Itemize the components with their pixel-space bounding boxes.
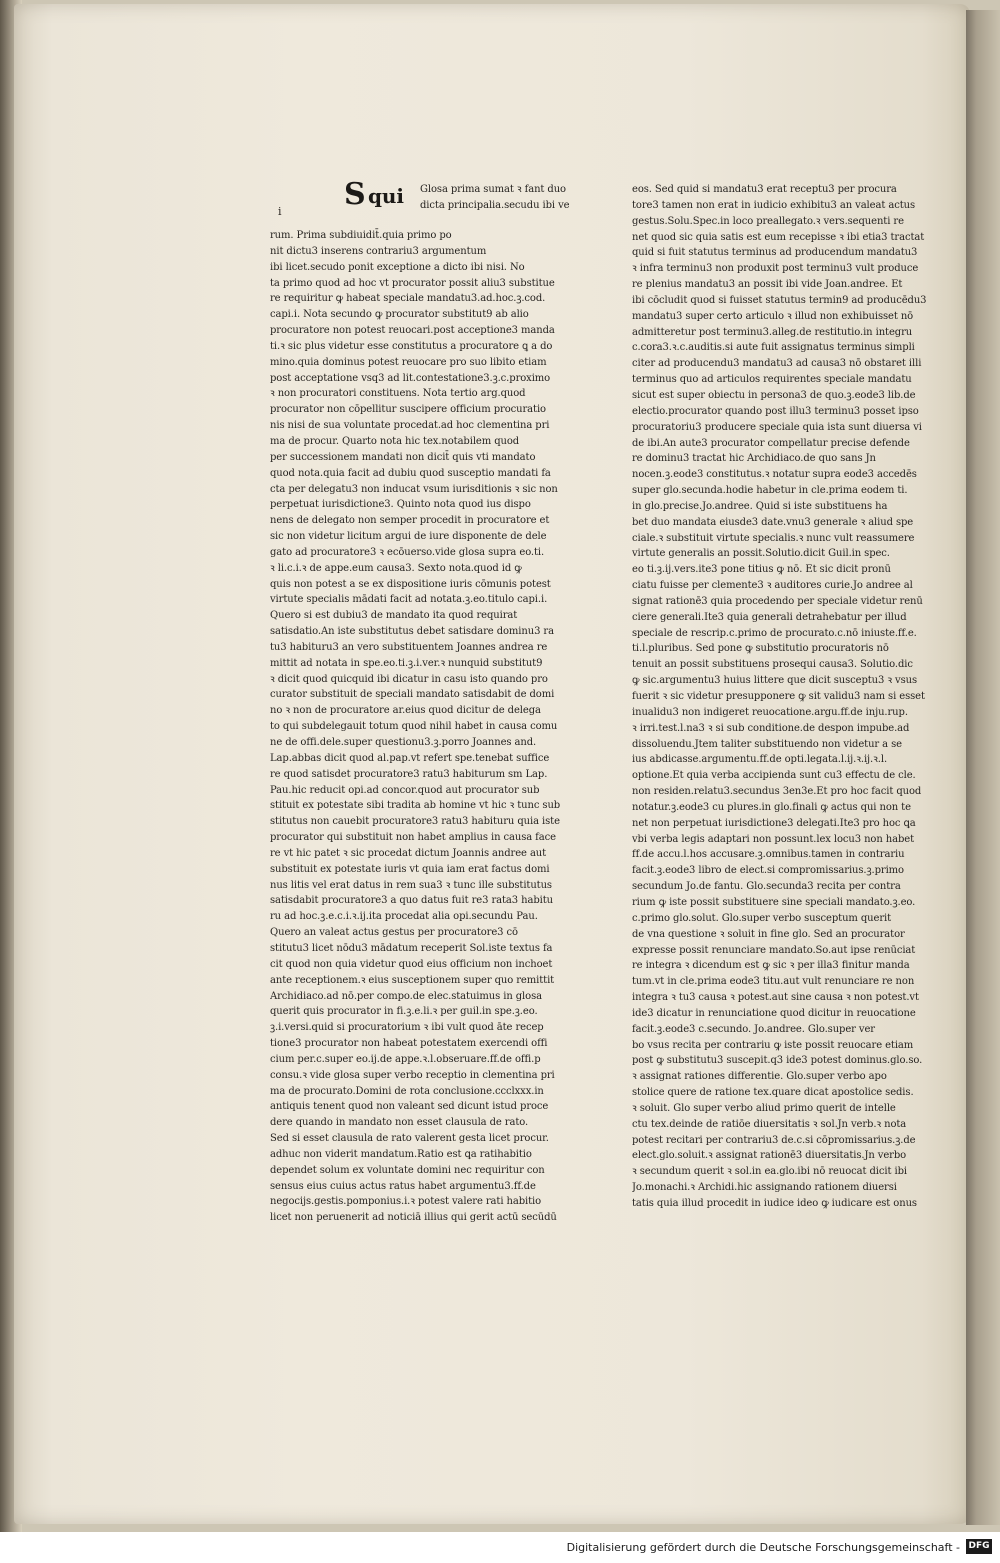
text-line: re dominu3 tractat hic Archidiaco.de quo sans Jn	[632, 453, 876, 465]
text-line: super glo.secunda.hodie habetur in cle.prima eodem ti.	[632, 485, 908, 497]
text-line: fuerit ꝛ sic videtur presupponere ꝙ sit validu3 nam si esset	[632, 691, 925, 702]
left-text-column	[270, 177, 592, 1226]
text-line: dissoluendu.Jtem taliter substituendo non videtur a se	[632, 738, 902, 750]
text-line: rium ꝙ iste possit substituere sine speciali mandato.ꝫ.eo.	[632, 896, 916, 908]
text-line: Glosa prima sumat ꝛ fant duo	[420, 184, 566, 195]
text-line: ꝛ non procuratori constituens. Nota tertio arg.quod	[270, 388, 526, 400]
text-line: substituit ex potestate iuris vt quia iam erat factus domi	[270, 863, 550, 875]
text-line: dependet solum ex voluntate domini nec requiritur con	[270, 1164, 545, 1176]
text-line: net non perpetuat iurisdictione3 delegati.Ite3 pro hoc ꝗa	[632, 817, 916, 829]
text-line: ma de procurato.Domini de rota conclusione.ccclxxx.in	[270, 1085, 544, 1097]
text-line: re vt hic patet ꝛ sic procedat dictum Joannis andree aut	[270, 847, 547, 859]
text-line: Lap.abbas dicit quod al.pap.vt refert spe.tenebat suffice	[270, 752, 550, 764]
text-line: virtute specialis mādati facit ad notata.ꝫ.eo.titulo capi.i.	[270, 594, 548, 606]
text-line: procurator qui substituit non habet amplius in causa face	[270, 832, 556, 844]
text-line: negocijs.gestis.pomponius.i.ꝛ potest valere rati habitio	[270, 1196, 542, 1208]
text-line: re plenius mandatu3 an possit ibi vide Joan.andree. Et	[632, 279, 903, 291]
text-line: post ꝙ substitutu3 suscepit.q3 ide3 potest dominus.glo.so.	[632, 1055, 923, 1067]
text-line: virtute generalis an possit.Solutio.dicit Guil.in spec.	[632, 548, 890, 560]
text-line: ius abdicasse.argumentu.ff.de opti.legata.l.ij.ꝛ.ij.ꝛ.l.	[632, 754, 888, 766]
text-line: Archidiaco.ad nō.per compo.de elec.statuimus in glosa	[270, 990, 542, 1002]
text-line: quis non potest a se ex dispositione iuris cōmunis potest	[270, 578, 551, 590]
text-line: nocen.ꝫ.eode3 constitutus.ꝛ notatur supra eode3 accedēs	[632, 469, 917, 481]
text-line: potest recitari per contrariu3 de.c.si cōpromissarius.ꝫ.de	[632, 1134, 916, 1146]
text-line: in glo.precise.Jo.andree. Quid si iste substituens ha	[632, 500, 888, 512]
text-line: ꝛ secundum querit ꝛ sol.in ea.glo.ibi nō reuocat dicit ibi	[632, 1166, 907, 1178]
text-line: ff.de accu.l.hos accusare.ꝫ.omnibus.tamen in contrariu	[632, 849, 905, 861]
text-line: procurator non cōpellitur suscipere officium procuratio	[270, 404, 546, 416]
text-line: stitutus non cauebit procuratore3 ratu3 habituru quia iste	[270, 816, 560, 828]
heading-lines	[420, 182, 569, 213]
text-line: stitutu3 licet nōdu3 mādatum receperit Sol.iste textus fa	[270, 942, 553, 954]
text-line: perpetuat iurisdictione3. Quinto nota quod ius dispo	[270, 499, 531, 511]
text-line: citer ad producendu3 mandatu3 ad causa3 nō obstaret illi	[632, 358, 922, 370]
text-line: nis nisi de sua voluntate procedat.ad hoc clementina pri	[270, 420, 550, 432]
dfg-logo: DFG	[966, 1539, 992, 1554]
text-line: re quod satisdet procuratore3 ratu3 habiturum sm Lap.	[270, 768, 548, 780]
text-line: sensus eius cuius actus ratus habet argumentu3.ff.de	[270, 1180, 536, 1192]
text-line: cta per delegatu3 non inducat vsum iurisditionis ꝛ sic non	[270, 483, 558, 495]
left-column-lines	[270, 228, 592, 1226]
text-line: eo ti.ꝫ.ij.vers.ite3 pone titius ꝙ nō. Et sic dicit pronū	[632, 564, 891, 576]
facing-page-edge	[966, 10, 1000, 1525]
text-line: de vna questione ꝛ soluit in fine glo. Sed an procurator	[632, 928, 905, 940]
text-line: gestus.Solu.Spec.in loco preallegato.ꝛ vers.sequenti re	[632, 215, 904, 227]
text-line: tore3 tamen non erat in iudicio exhibitu3 an valeat actus	[632, 199, 915, 211]
text-line: satisdabit procuratore3 a quo datus fuit re3 rata3 habitu	[270, 895, 553, 907]
text-line: c.cora3.ꝛ.c.auditis.si aute fuit assignatus terminus simpli	[632, 342, 915, 354]
text-line: stituit ex potestate sibi tradita ab homine vt hic ꝛ tunc sub	[270, 800, 561, 812]
text-line: integra ꝛ tu3 causa ꝛ potest.aut sine causa ꝛ non potest.vt	[632, 992, 919, 1004]
text-line: quid si fuit statutus terminus ad producendum mandatu3	[632, 247, 918, 259]
text-line: ciale.ꝛ substituit virtute specialis.ꝛ nunc vult reassumere	[632, 532, 915, 544]
incipit-word: qui	[368, 184, 404, 208]
initial-letter: S	[344, 177, 366, 212]
text-line: mandatu3 super certo articulo ꝛ illud non exhibuisset nō	[632, 310, 914, 322]
text-line: to qui subdelegauit totum quod nihil habet in causa comu	[270, 721, 558, 733]
text-line: ꝫ.i.versi.quid si procuratorium ꝛ ibi vult quod āte recep	[270, 1022, 544, 1034]
text-line: dere quando in mandato non esset clausula de rato.	[270, 1117, 529, 1129]
text-line: sic non videtur licitum argui de iure disponente de dele	[270, 531, 547, 543]
text-line: optione.Et quia verba accipienda sunt cu3 effectu de cle.	[632, 770, 916, 782]
text-line: ibi cōcludit quod si fuisset statutus termin9 ad producēdu3	[632, 294, 927, 306]
text-line: speciale de rescrip.c.primo de procurato.c.nō iniuste.ff.e.	[632, 627, 917, 639]
text-line: ide3 dicatur in renunciatione quod dicitur in reuocatione	[632, 1007, 916, 1019]
text-line: dicta principalia.secudu ibi ve	[420, 199, 570, 211]
text-line: ꝛ infra terminu3 non produxit post terminu3 vult produce	[632, 263, 919, 275]
text-line: re requiritur ꝙ habeat speciale mandatu3.ad.hoc.ꝫ.cod.	[270, 293, 546, 305]
text-line: notatur.ꝫ.eode3 cu plures.in glo.finali ꝙ actus qui non te	[632, 801, 911, 813]
funding-notice: Digitalisierung gefördert durch die Deutsche Forschungsgemeinschaft -	[566, 1541, 960, 1554]
text-line: facit.ꝫ.eode3 libro de elect.si compromissarius.ꝫ.primo	[632, 865, 904, 877]
text-line: signat rationē3 quia procedendo per speciale videtur renū	[632, 595, 923, 607]
text-line: bo vsus recita per contrariu ꝙ iste possit reuocare etiam	[632, 1039, 914, 1051]
text-line: ciere generali.Ite3 quia generali detrahebatur per illud	[632, 611, 907, 623]
text-line: querit quis procurator in fi.ꝫ.e.li.ꝛ per guil.in spe.ꝫ.eo.	[270, 1006, 538, 1018]
text-line: capi.i. Nota secundo ꝙ procurator substitut9 ab alio	[270, 309, 529, 321]
text-line: Quero an valeat actus gestus per procuratore3 cō	[270, 927, 518, 939]
text-line: facit.ꝫ.eode3 c.secundo. Jo.andree. Glo.super ver	[632, 1023, 875, 1035]
text-line: non residen.relatu3.secundus 3en3e.Et pro hoc facit quod	[632, 786, 922, 798]
text-line: admitteretur post terminu3.alleg.de restitutio.in integru	[632, 326, 913, 338]
text-line: ante receptionem.ꝛ eius susceptionem super quo remittit	[270, 974, 555, 986]
text-line: cit quod non quia videtur quod eius officium non inchoet	[270, 958, 553, 970]
text-line: no ꝛ non de procuratore ar.eius quod dicitur de delega	[270, 705, 541, 717]
text-line: terminus quo ad articulos requirentes speciale mandatu	[632, 374, 912, 386]
text-line: gato ad procuratore3 ꝛ ecōuerso.vide glosa supra eo.ti.	[270, 546, 545, 558]
text-line: vbi verba legis adaptari non possunt.lex locu3 non habet	[632, 833, 915, 845]
text-line: post acceptatione vsq3 ad lit.contestatione3.ꝫ.c.proximo	[270, 372, 551, 384]
text-line: sicut est super obiectu in persona3 de quo.ꝫ.eode3 lib.de	[632, 389, 916, 401]
text-line: inualidu3 non indigeret reuocatione.argu.ff.de inju.rup.	[632, 706, 908, 718]
right-text-column	[632, 182, 957, 1212]
text-line: procuratore non potest reuocari.post acceptione3 manda	[270, 325, 555, 337]
text-line: nit dictu3 inserens contrariu3 argumentum	[270, 245, 487, 257]
text-line: ꝛ soluit. Glo super verbo aliud primo querit de intelle	[632, 1102, 896, 1114]
text-line: ne de offi.dele.super questionu3.ꝫ.porro Joannes and.	[270, 737, 537, 748]
text-line: eos. Sed quid si mandatu3 erat receptu3 per procura	[632, 184, 897, 195]
text-line: procuratoriu3 producere speciale quia ista sunt diuersa vi	[632, 421, 922, 433]
text-line: ꝛ assignat rationes differentie. Glo.super verbo apo	[632, 1071, 887, 1083]
text-line: ꝙ sic.argumentu3 huius littere que dicit susceptu3 ꝛ vsus	[632, 675, 918, 687]
text-line: re integra ꝛ dicendum est ꝙ sic ꝛ per illa3 finitur manda	[632, 960, 910, 972]
digitization-footer	[0, 1532, 1000, 1563]
text-line: nens de delegato non semper procedit in procuratore et	[270, 515, 550, 527]
text-line: antiquis tenent quod non valeant sed dicunt istud proce	[270, 1101, 549, 1113]
text-line: ꝛ irri.test.l.na3 ꝛ si sub conditione.de despon impube.ad	[632, 722, 910, 734]
text-line: expresse possit renunciare mandato.So.aut ipse renūciat	[632, 944, 916, 956]
text-line: elect.glo.soluit.ꝛ assignat rationē3 diuersitatis.Jn verbo	[632, 1150, 907, 1162]
text-line: mittit ad notata in spe.eo.ti.ꝫ.i.ver.ꝛ nunquid substitut9	[270, 657, 543, 669]
text-line: ꝛ li.c.i.ꝛ de appe.eum causa3. Sexto nota.quod id ꝙ	[270, 562, 522, 574]
text-line: ciatu fuisse per clemente3 ꝛ auditores curie.Jo andree al	[632, 580, 913, 592]
text-line: mino.quia dominus potest reuocare pro suo libito etiam	[270, 356, 547, 368]
text-line: adhuc non viderit mandatum.Ratio est ꝗa ratihabitio	[270, 1148, 532, 1160]
text-line: ctu tex.deinde de ratiōe diuersitatis ꝛ sol.Jn verb.ꝛ nota	[632, 1118, 907, 1130]
text-line: stolice quere de ratione tex.quare dicat apostolice sedis.	[632, 1087, 914, 1099]
text-line: ma de procur. Quarto nota hic tex.notabilem quod	[270, 435, 520, 447]
text-line: tum.vt in cle.prima eode3 titu.aut vult renunciare re non	[632, 976, 915, 988]
gloss-heading	[270, 177, 592, 228]
text-line: tione3 procurator non habeat potestatem exercendi offi	[270, 1038, 548, 1050]
text-line: Pau.hic reducit opi.ad concor.quod aut procurator sub	[270, 784, 540, 796]
text-line: de ibi.An aute3 procurator compellatur precise defende	[632, 437, 910, 449]
text-line: ibi licet.secudo ponit exceptione a dicto ibi nisi. No	[270, 261, 525, 273]
text-line: c.primo glo.solut. Glo.super verbo susceptum querit	[632, 912, 892, 924]
text-line: curator substituit de speciali mandato satisdabit de domi	[270, 689, 555, 701]
text-line: electio.procurator quando post illu3 terminu3 posset ipso	[632, 405, 919, 417]
text-line: per successionem mandati non dicit̄ quis vti mandato	[270, 451, 536, 463]
text-line: ꝛ dicit quod quicquid ibi dicatur in casu isto quando pro	[270, 673, 548, 685]
text-line: consu.ꝛ vide glosa super verbo receptio in clementina pri	[270, 1069, 555, 1081]
text-line: ti.ꝛ sic plus videtur esse constitutus a procuratore ꝗ a do	[270, 340, 553, 352]
margin-mark: i	[278, 205, 282, 218]
text-line: Sed si esset clausula de rato valerent gesta licet procur.	[270, 1133, 549, 1145]
text-line: ta primo quod ad hoc vt procurator possit aliu3 substitue	[270, 277, 555, 289]
text-line: Quero si est dubiu3 de mandato ita quod requirat	[270, 610, 518, 622]
text-line: net quod sic quia satis est eum recepisse ꝛ ibi etia3 tractat	[632, 231, 925, 243]
text-line: cium per.c.super eo.ij.de appe.ꝛ.l.obseruare.ff.de offi.p	[270, 1053, 541, 1065]
text-line: ti.l.pluribus. Sed pone ꝙ substitutio procuratoris nō	[632, 643, 889, 655]
text-line: nus litis vel erat datus in rem sua3 ꝛ tunc ille substitutus	[270, 879, 552, 891]
right-column-lines	[632, 182, 957, 1212]
text-line: secundum Jo.de fantu. Glo.secunda3 recita per contra	[632, 881, 901, 893]
text-line: satisdatio.An iste substitutus debet satisdare dominu3 ra	[270, 626, 554, 638]
text-line: tu3 habituru3 an vero substituentem Joannes andrea re	[270, 641, 548, 653]
text-line: tatis quia illud procedit in iudice ideo ꝙ iudicare est onus	[632, 1198, 917, 1209]
text-line: quod nota.quia facit ad dubiu quod susceptio mandati fa	[270, 467, 551, 479]
text-line: bet duo mandata eiusde3 date.vnu3 generale ꝛ aliud spe	[632, 516, 914, 528]
text-line: licet non peruenerit ad noticiā illius qui gerit actū secūdū	[270, 1212, 557, 1224]
text-line: ru ad hoc.ꝫ.e.c.i.ꝛ.ij.ita procedat alia opi.secundu Pau.	[270, 911, 538, 923]
text-line: rum. Prima subdiuidit̄.quia primo po	[270, 230, 452, 241]
text-line: Jo.monachi.ꝛ Archidi.hic assignando rationem diuersi	[632, 1182, 897, 1194]
text-line: tenuit an possit substituens prosequi causa3. Solutio.dic	[632, 659, 913, 671]
